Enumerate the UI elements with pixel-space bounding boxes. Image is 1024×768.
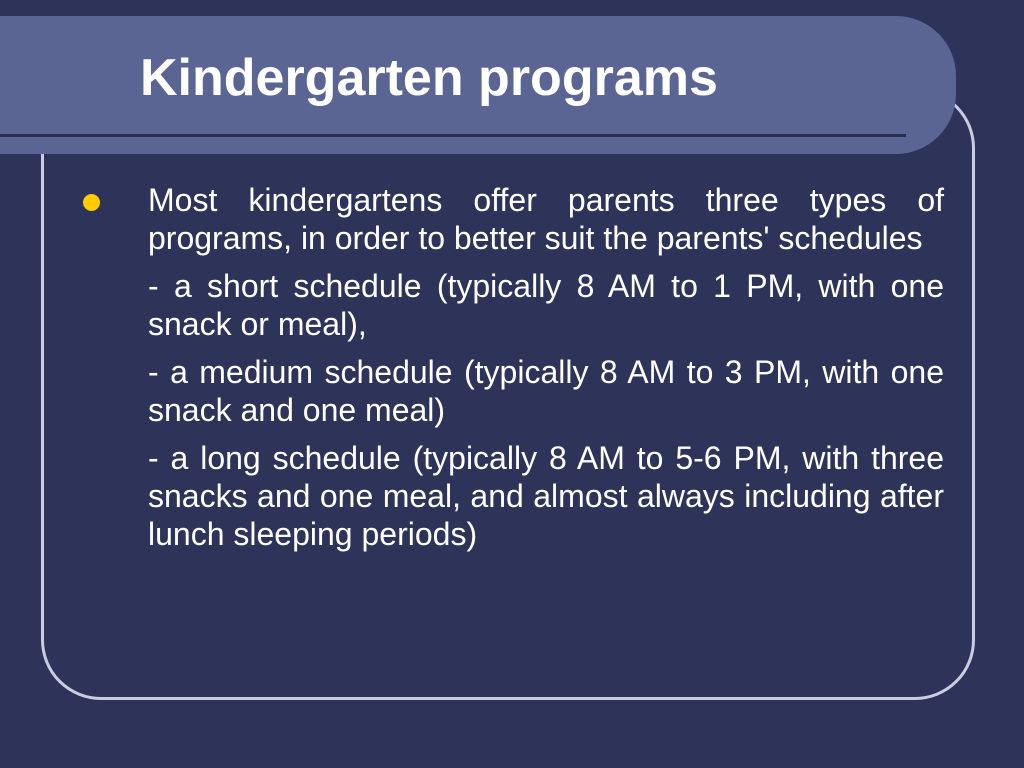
schedule-long: - a long schedule (typically 8 AM to 5-6 PM, with three snacks and one meal, and almost always including after lunch sleeping periods) bbox=[148, 440, 944, 552]
schedule-short: - a short schedule (typically 8 AM to 1 PM, with one snack or meal), bbox=[148, 268, 944, 342]
slide-title: Kindergarten programs bbox=[140, 49, 718, 107]
bullet-intro: Most kindergartens offer parents three types of programs, in order to better suit the parents' schedules bbox=[148, 182, 944, 256]
bullet-dot-icon bbox=[83, 194, 100, 211]
bullet-content bbox=[148, 181, 944, 563]
title-underline bbox=[0, 134, 906, 137]
schedule-medium: - a medium schedule (typically 8 AM to 3 PM, with one snack and one meal) bbox=[148, 354, 944, 428]
